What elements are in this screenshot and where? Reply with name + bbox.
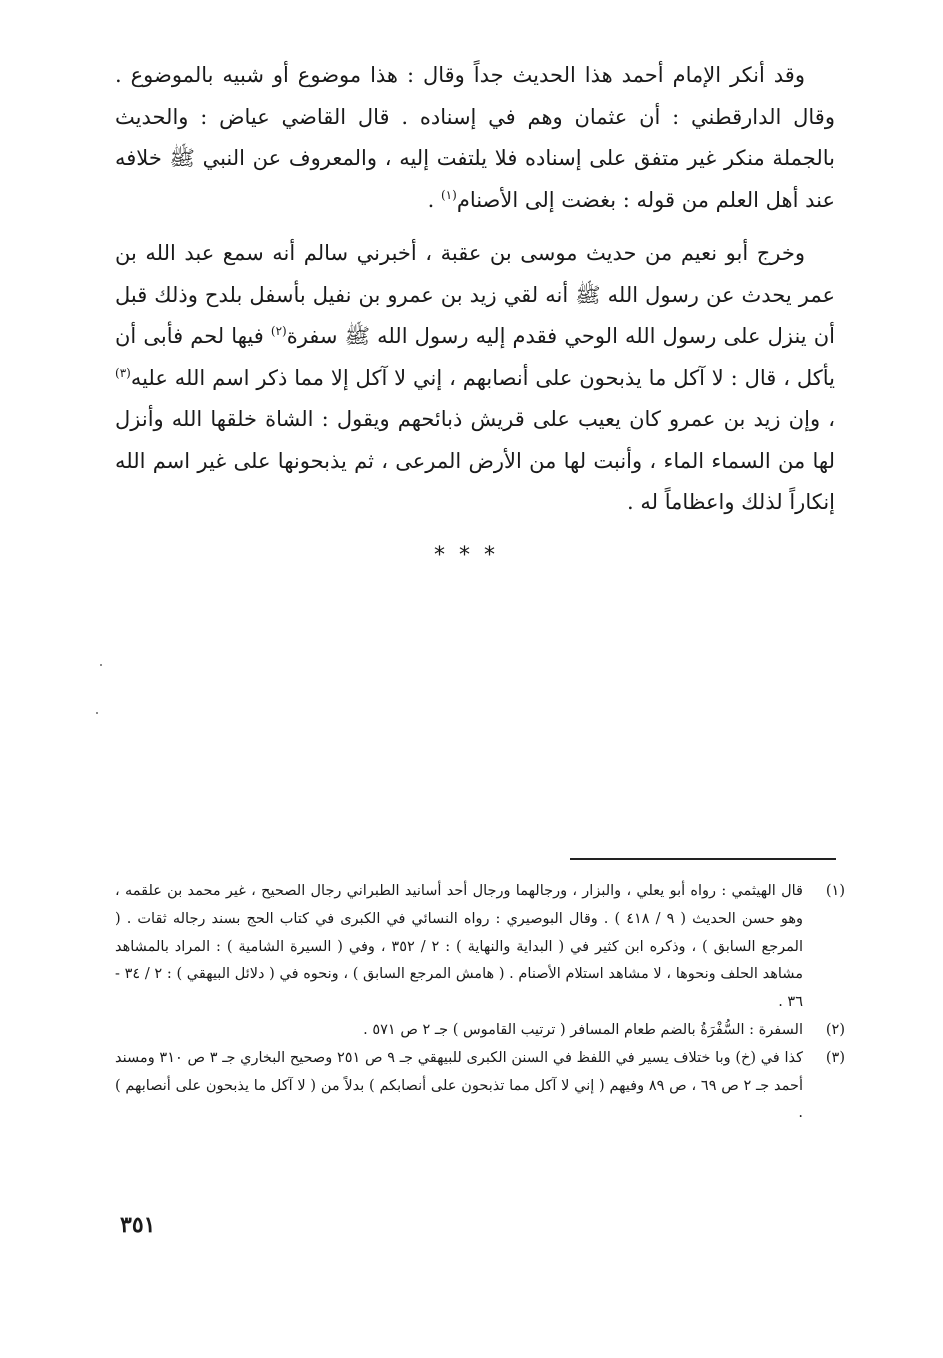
- footnote-divider: [570, 858, 836, 860]
- footnotes: [115, 878, 845, 1128]
- footnote-text: السفرة : السُّفْرَةُ بالضم طعام المسافر ( ترتيب القاموس ) جـ ٢ ص ٥٧١ .: [363, 1021, 803, 1038]
- footnote-number: (٢): [825, 1021, 845, 1038]
- page-number: ٣٥١: [120, 1212, 156, 1238]
- main-body-text: [115, 55, 835, 524]
- paragraph-2-text-c: ، وإن زيد بن عمرو كان يعيب على قريش ذبائحهم ويقول : الشاة خلقها الله وأنزل لها من السماء الماء ، وأنبت لها من الأرض المرعى ، ثم يذبحونها على غير اسم الله إنكاراً لذلك واعظاماً له .: [115, 407, 835, 514]
- speck: [100, 664, 102, 666]
- paragraph-1-end: .: [427, 187, 441, 212]
- footnote-3: [115, 1045, 845, 1128]
- paragraph-2-text-a: وخرج أبو نعيم من حديث موسى بن عقبة ، أخبرني سالم أنه سمع عبد الله بن عمر يحدث عن رسول الله ﷺ أنه لقي زيد بن عمرو بن نفيل بأسفل بلدح وذلك قبل أن ينزل على رسول الله الوحي فقدم إليه رسول الله ﷺ سفرة: [115, 241, 835, 348]
- paragraph-1-text: وقد أنكر الإمام أحمد هذا الحديث جداً وقال : هذا موضوع أو شبيه بالموضوع . وقال الدارقطني : أن عثمان وهم في إسناده . قال القاضي عياض : والحديث بالجملة منكر غير متفق على إسناده فلا يلتفت إليه ، والمعروف عن النبي ﷺ خلافه عند أهل العلم من قوله : بغضت إلى الأصنام: [115, 63, 835, 212]
- footnote-number: (٣): [825, 1049, 845, 1066]
- footnote-ref-2: (٢): [270, 324, 287, 338]
- footnote-ref-3: (٣): [115, 365, 131, 380]
- paragraph-1: [115, 55, 835, 221]
- footnote-1: [115, 878, 845, 1017]
- footnote-number: (١): [825, 883, 845, 899]
- footnote-text: كذا في (خ) وبا ختلاف يسير في اللفظ في السنن الكبرى للبيهقي جـ ٩ ص ٢٥١ وصحيح البخاري جـ ٣ ص ٣١٠ ومسند أحمد جـ ٢ ص ٦٩ ، ص ٨٩ وفيهم ( إني لا آكل مما تذبحون على أنصابكم ) بدلاً من ( لا آكل ما يذبحون على أنصابهم ) .: [115, 1049, 804, 1122]
- footnote-ref-1: (١): [440, 187, 457, 202]
- speck: [96, 712, 98, 714]
- footnote-text: قال الهيثمي : رواه أبو يعلي ، والبزار ، ورجالهما ورجال أحد أسانيد الطبراني رجال الصحيح ، غير محمد بن علقمه ، وهو حسن الحديث ( ٩ / ٤١٨ ) . وقال البوصيري : رواه النسائي في الكبرى في كتاب الحج بسند رجاله ثقات . ( المرجع السابق ) ، وذكره ابن كثير في ( البداية والنهاية ) : ٢ / ٣٥٢ ، وفي ( السيرة الشامية ) : المراد بالمشاهد مشاهد الحلف ونحوها ، لا مشاهد استلام الأصنام . ( هامش المرجع السابق ) ، ونحوه في ( دلائل البيهقي ) : ٢ / ٣٤ - ٣٦ .: [115, 883, 803, 1011]
- footnote-2: [115, 1017, 845, 1045]
- section-separator: ***: [434, 543, 509, 568]
- paragraph-2: [115, 233, 835, 524]
- paragraph-2-text-b: فيها لحم فأبى أن يأكل ، قال : لا آكل ما يذبحون على أنصابهم ، إني لا آكل إلا مما ذكر اسم الله عليه: [115, 324, 835, 390]
